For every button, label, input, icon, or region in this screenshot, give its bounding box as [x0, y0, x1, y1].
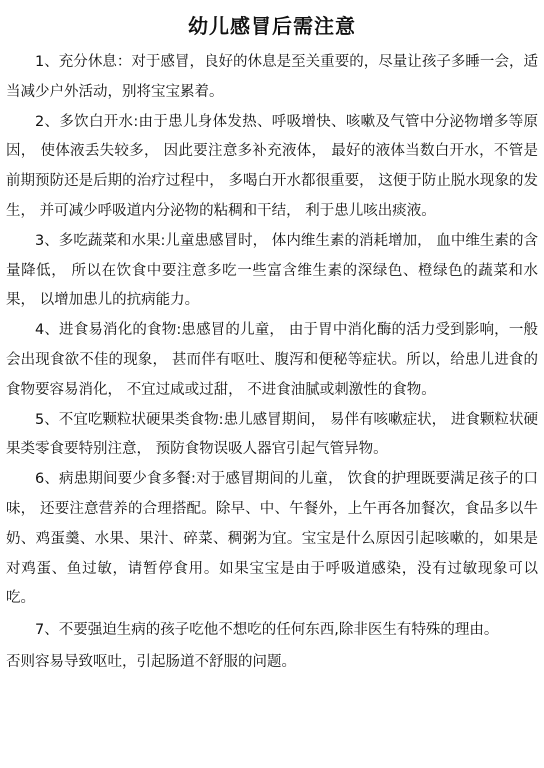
paragraph-closing: 否则容易导致呕吐，引起肠道不舒服的问题。 [6, 653, 296, 670]
paragraph-no-nuts: 5、不宜吃颗粒状硬果类食物:患儿感冒期间， 易伴有咳嗽症状， 进食颗粒状硬果类零食要特别注意， 预防食物误吸人器官引起气管异物。 [6, 411, 538, 458]
paragraph-water: 2、多饮白开水:由于患儿身体发热、呼吸增快、咳嗽及气管中分泌物增多等原因， 使体液丢失较多， 因此要注意多补充液体， 最好的液体当数白开水，不管是前期预防还是后期的治疗过程中， 多喝白开水都很重要， 这便于防止脱水现象的发生， 并可减少呼吸道内分泌物的粘稠和干结， 利于患儿咳出痰液。 [6, 113, 538, 219]
paragraph-small-meals: 6、病患期间要少食多餐:对于感冒期间的儿童， 饮食的护理既要满足孩子的口味， 还要注意营养的合理搭配。除早、中、午餐外，上午再各加餐次，食品多以牛奶、鸡蛋羹、水果、果汁、碎菜、稠粥为宜。宝宝是什么原因引起咳嗽的，如果是对鸡蛋、鱼过敏，请暂停食用。如果宝宝是由于呼吸道感染，没有过敏现象可以吃。 [6, 471, 538, 607]
paragraph-rest: 1、充分休息：对于感冒，良好的休息是至关重要的，尽量让孩子多睡一会，适当减少户外活动，别将宝宝累着。 [6, 54, 538, 100]
paragraph-no-forcing: 7、不要强迫生病的孩子吃他不想吃的任何东西,除非医生有特殊的理由。 [35, 622, 499, 639]
document-title: 幼儿感冒后需注意 [188, 14, 356, 38]
paragraph-vegetables-fruit: 3、多吃蔬菜和水果:儿童患感冒时， 体内维生素的消耗增加， 血中维生素的含量降低， 所以在饮食中要注意多吃一些富含维生素的深绿色、橙绿色的蔬菜和水果， 以增加患儿的抗病能力。 [6, 232, 538, 309]
paragraph-digestible-food: 4、进食易消化的食物:患感冒的儿童， 由于胃中消化酶的活力受到影响，一般会出现食欲不佳的现象， 甚而伴有呕吐、腹泻和便秘等症状。所以，给患儿进食的食物要容易消化， 不宜过咸或过甜， 不进食油腻或刺激性的食物。 [6, 322, 538, 398]
